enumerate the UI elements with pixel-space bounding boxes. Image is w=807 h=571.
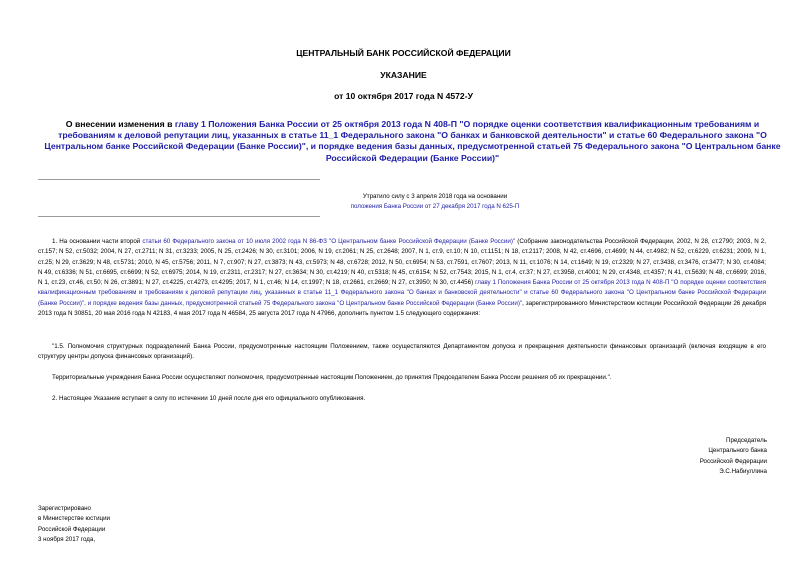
p1-link-law-86fz[interactable]: статьи 60 Федерального закона от 10 июля 2002 года N 86-ФЗ "О Центральном банке Российской Федерации (Банке России)": [142, 238, 516, 245]
paragraph-2: "1.5. Полномочия структурных подразделений Банка России, предусмотренные настоящим Положением, также осуществляются Департаментом допуска и прекращения деятельности финансовых организаций (включая входящие в его структуру центры допуска финансовых организаций).: [38, 343, 766, 361]
signature-line-2: Центрального банка: [708, 447, 767, 455]
paragraph-4: 2. Настоящее Указание вступает в силу по истечении 10 дней после дня его официального опубликования.: [52, 395, 366, 402]
document-title: [40, 119, 785, 164]
p1-prefix: 1. На основании части второй: [52, 238, 143, 245]
signature-block: [640, 436, 767, 477]
p1-sources: (Собрание законодательства Российской Федерации, 2002, N 28, ст.2790; 2003, N 2, ст.157; N 52, ст.5032; 2004, N 27, ст.2711; N 31, ст.3233; 2005, N 25, ст.2426; N 30, ст.3101; 2006, N 19, ст.2061; N 25, ст.2648; 2007, N 1, ст.9, ст.10; N 10, ст.1151; N 18, ст.2117; 2008, N 42, ст.4696, ст.4699; N 44, ст.4982; N 52, ст.6229, ст.6231; 2009, N 1, ст.25; N 29, ст.3629; N 48, ст.5731; 2010, N 45, ст.5756; 2011, N 7, ст.907; N 27, ст.3873; N 43, ст.5973; N 48, ст.6728; 2012, N 50, ст.6954; N 53, ст.7591, ст.7607; 2013, N 11, ст.1076; N 14, ст.1649; N 19, ст.2329; N 27, ст.3438, ст.3476, ст.3477; N 30, ст.4084; N 49, ст.6336; N 51, ст.6695, ст.6699; N 52, ст.6975; 2014, N 19, ст.2311, ст.2317; N 27, ст.3634; N 30, ст.4219; N 40, ст.5318; N 45, ст.6154; N 52, ст.7543; 2015, N 1, ст.4, ст.37; N 27, ст.3958, ст.4001; N 29, ст.4348, ст.4357; N 41, ст.5639; N 48, ст.6699; 2016, N 1, ст.23, ст.46, ст.50; N 26, ст.3891; N 27, ст.4225, ст.4273, ст.4295; 2017, N 1, ст.46; N 14, ст.1997; N 18, ст.2661, ст.2669; N 27, ст.3950; N 30, ст.4456): [38, 238, 766, 287]
lost-force-link[interactable]: положения Банка России от 27 декабря 2017 года N 625-П: [350, 203, 520, 210]
paragraph-3: Территориальные учреждения Банка России осуществляют полномочия, предусмотренные настоящим Положением, до принятия Председателем Банка России решения об их прекращении.".: [52, 374, 612, 381]
signature-line-3: Российской Федерации: [699, 457, 767, 465]
doc-type: УКАЗАНИЕ: [380, 70, 427, 80]
registration-line-2: в Министерстве юстиции: [38, 515, 111, 523]
lost-force-text: Утратило силу с 3 апреля 2018 года на основании: [362, 193, 508, 200]
registration-line-1: Зарегистрировано: [38, 505, 91, 512]
lost-force-note: [240, 192, 630, 212]
paragraph-1: [38, 237, 766, 319]
registration-line-4: 3 ноября 2017 года,: [38, 535, 96, 543]
divider-bottom: [38, 216, 320, 217]
p1-suffix: , зарегистрированного Министерством юстиции Российской Федерации 26 декабря 2013 года N 30851, 20 мая 2016 года N 42183, 4 мая 2017 года N 46584, 25 августа 2017 года N 47966, дополнить пунктом 1.5 следующего содержания:: [38, 299, 766, 318]
title-link-regulation-408p[interactable]: главу 1 Положения Банка России от 25 октября 2013 года N 408-П "О порядке оценки соответствия квалификационным требованиям и требованиям к деловой репутации лиц, указанных в статье 11_1 Федерального закона "О банках и банковской деятельности" и статье 60 Федерального закона "О Центральном банке Российской Федерации (Банке России)", и порядке ведения базы данных, предусмотренной статьей 75 Федерального закона "О Центральном банке Российской Федерации (Банке России)": [44, 119, 781, 163]
title-prefix: О внесении изменения в: [65, 119, 175, 129]
doc-date-number: от 10 октября 2017 года N 4572-У: [334, 91, 473, 101]
divider-top: [38, 179, 320, 180]
bank-name: ЦЕНТРАЛЬНЫЙ БАНК РОССИЙСКОЙ ФЕДЕРАЦИИ: [296, 48, 511, 58]
registration-block: [38, 504, 238, 545]
registration-line-3: Российской Федерации: [38, 525, 106, 533]
signature-line-1: Председатель: [726, 437, 767, 444]
signature-line-4: Э.С.Набиуллина: [719, 467, 767, 475]
p1-link-regulation-408p[interactable]: главу 1 Положения Банка России от 25 октября 2013 года N 408-П "О порядке оценки соответствия квалификационным требованиям и требованиям к деловой репутации лиц, указанных в статье 11_1 Федерального закона "О банках и банковской деятельности" и статье 60 Федерального закона "О Центральном банке Российской Федерации (Банке России)", и порядке ведения базы данных, предусмотренной статьей 75 Федерального закона "О Центральном банке Российской Федерации (Банке России)": [38, 279, 767, 307]
